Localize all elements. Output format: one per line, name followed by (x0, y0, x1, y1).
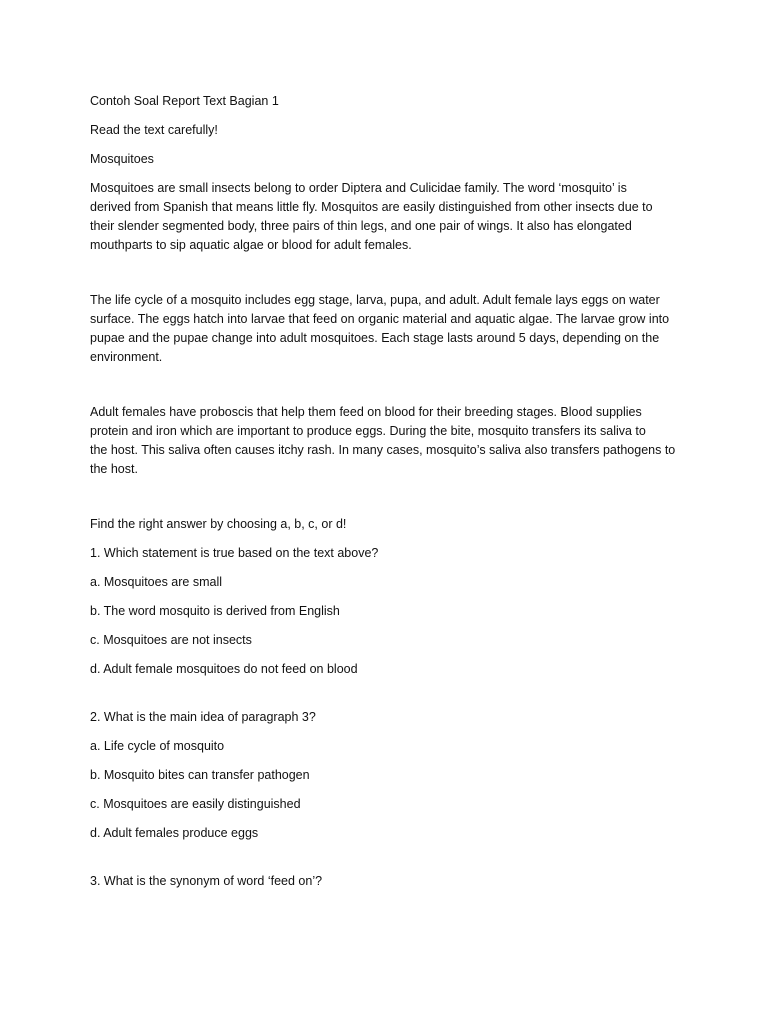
paragraph-3 (90, 403, 708, 479)
question-3 (90, 872, 708, 891)
reading-instruction: Read the text carefully! (90, 123, 218, 137)
question-2-option-d: d. Adult females produce eggs (90, 826, 259, 840)
question-2-option-c: c. Mosquitoes are easily distinguished (90, 797, 301, 811)
text-title: Mosquitoes (90, 152, 154, 166)
question-1-option-d: d. Adult female mosquitoes do not feed on blood (90, 662, 358, 676)
paragraph-3-line: the host. This saliva often causes itchy rash. In many cases, mosquito’s saliva also transfers pathogens to (90, 443, 676, 457)
question-2-prompt: 2. What is the main idea of paragraph 3? (90, 710, 316, 724)
paragraph-1-line: their slender segmented body, three pairs of thin legs, and one pair of wings. It also has elongated (90, 219, 632, 233)
paragraph-2 (90, 291, 708, 367)
question-2-option-b: b. Mosquito bites can transfer pathogen (90, 768, 310, 782)
paragraph-1-line: derived from Spanish that means little fly. Mosquitos are easily distinguished from other insects due to (90, 200, 653, 214)
question-1-option-c: c. Mosquitoes are not insects (90, 633, 252, 647)
question-2-option-a: a. Life cycle of mosquito (90, 739, 225, 753)
paragraph-3-line: protein and iron which are important to produce eggs. During the bite, mosquito transfers its saliva to (90, 424, 646, 438)
paragraph-2-line: The life cycle of a mosquito includes egg stage, larva, pupa, and adult. Adult female lays eggs on water (90, 293, 660, 307)
paragraph-3-line: Adult females have proboscis that help them feed on blood for their breeding stages. Blood supplies (90, 405, 642, 419)
paragraph-1-line: mouthparts to sip aquatic algae or blood for adult females. (90, 238, 412, 252)
question-1-option-b: b. The word mosquito is derived from English (90, 604, 340, 618)
question-1-prompt: 1. Which statement is true based on the text above? (90, 546, 379, 560)
paragraph-2-line: surface. The eggs hatch into larvae that feed on organic material and aquatic algae. The larvae grow into (90, 312, 670, 326)
paragraph-2-line: environment. (90, 350, 163, 364)
paragraph-1 (90, 179, 708, 255)
question-1-option-a: a. Mosquitoes are small (90, 575, 223, 589)
question-2 (90, 708, 708, 843)
questions-instruction: Find the right answer by choosing a, b, c, or d! (90, 517, 347, 531)
question-1 (90, 544, 708, 679)
paragraph-3-line: the host. (90, 462, 138, 476)
question-3-prompt: 3. What is the synonym of word ‘feed on’? (90, 874, 323, 888)
paragraph-2-line: pupae and the pupae change into adult mosquitoes. Each stage lasts around 5 days, depending on the (90, 331, 660, 345)
document-header: Contoh Soal Report Text Bagian 1 (90, 94, 279, 108)
paragraph-1-line: Mosquitoes are small insects belong to order Diptera and Culicidae family. The word ‘mosquito’ is (90, 181, 627, 195)
